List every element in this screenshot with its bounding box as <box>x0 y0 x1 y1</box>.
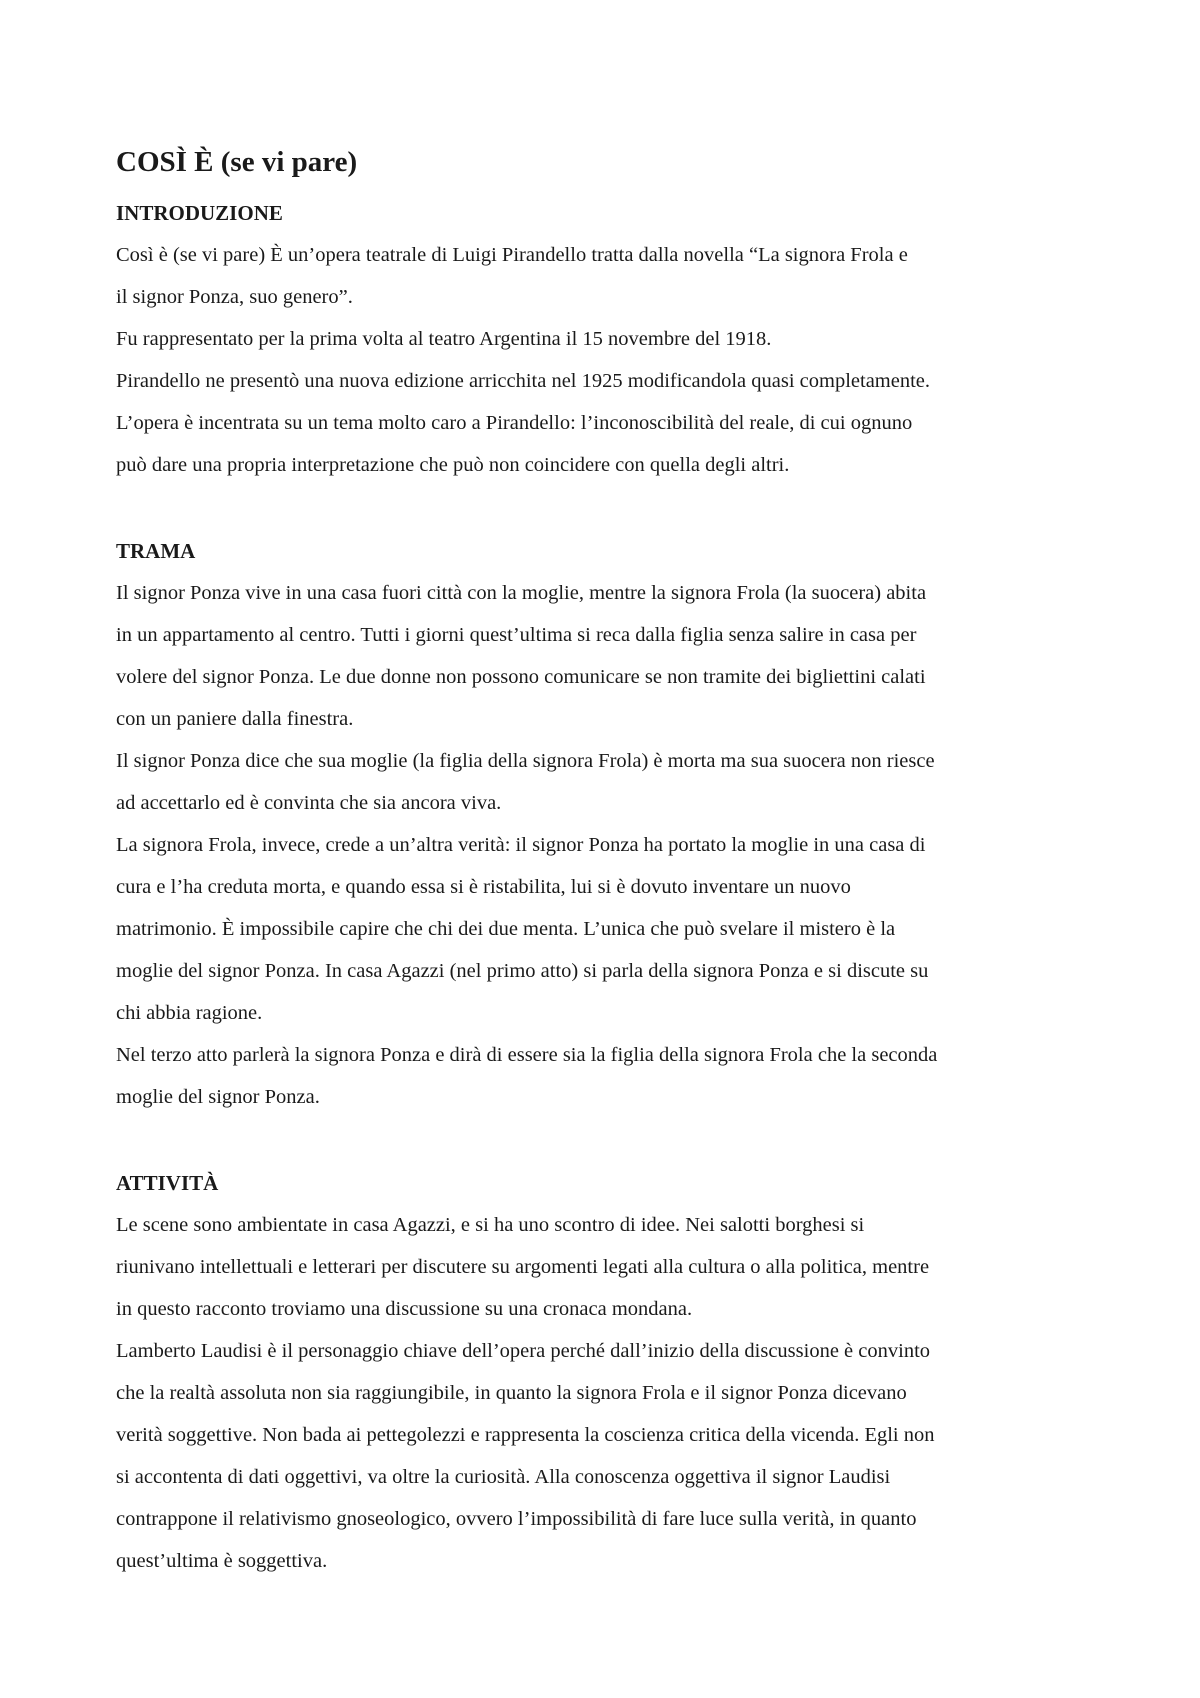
section-heading-trama: TRAMA <box>116 539 196 563</box>
paragraph <box>116 360 1096 402</box>
text-line: cura e l’ha creduta morta, e quando essa si è ristabilita, lui si è dovuto inventare un nuovo <box>116 876 851 898</box>
text-line: può dare una propria interpretazione che può non coincidere con quella degli altri. <box>116 454 790 476</box>
text-line: La signora Frola, invece, crede a un’altra verità: il signor Ponza ha portato la moglie in una casa di <box>116 834 926 856</box>
paragraph <box>116 572 1096 740</box>
paragraph <box>116 1204 1096 1330</box>
paragraph <box>116 402 1096 486</box>
paragraph <box>116 824 1096 1034</box>
text-line: Così è (se vi pare) È un’opera teatrale di Luigi Pirandello tratta dalla novella “La signora Frola e <box>116 244 908 266</box>
text-line: Le scene sono ambientate in casa Agazzi, e si ha uno scontro di idee. Nei salotti borghesi si <box>116 1214 865 1236</box>
text-line: riunivano intellettuali e letterari per discutere su argomenti legati alla cultura o alla politica, mentre <box>116 1256 930 1278</box>
section-heading-introduzione: INTRODUZIONE <box>116 201 283 225</box>
paragraph <box>116 740 1096 824</box>
text-line: Pirandello ne presentò una nuova edizione arricchita nel 1925 modificandola quasi completamente. <box>116 370 931 392</box>
section-trama <box>116 530 1096 1118</box>
text-line: moglie del signor Ponza. <box>116 1086 320 1108</box>
text-line: volere del signor Ponza. Le due donne non possono comunicare se non tramite dei bigliettini calati <box>116 666 926 688</box>
text-line: il signor Ponza, suo genero”. <box>116 286 353 308</box>
text-line: Lamberto Laudisi è il personaggio chiave dell’opera perché dall’inizio della discussione è convinto <box>116 1340 931 1362</box>
text-line: che la realtà assoluta non sia raggiungibile, in quanto la signora Frola e il signor Ponza dicevano <box>116 1382 907 1404</box>
paragraph <box>116 1034 1096 1118</box>
text-line: in un appartamento al centro. Tutti i giorni quest’ultima si reca dalla figlia senza salire in casa per <box>116 624 917 646</box>
section-introduzione <box>116 192 1096 486</box>
paragraph <box>116 318 1096 360</box>
text-line: in questo racconto troviamo una discussione su una cronaca mondana. <box>116 1298 693 1320</box>
text-line: chi abbia ragione. <box>116 1002 263 1024</box>
text-line: L’opera è incentrata su un tema molto caro a Pirandello: l’inconoscibilità del reale, di cui ognuno <box>116 412 913 434</box>
text-line: Il signor Ponza vive in una casa fuori città con la moglie, mentre la signora Frola (la suocera) abita <box>116 582 927 604</box>
text-line: Il signor Ponza dice che sua moglie (la figlia della signora Frola) è morta ma sua suocera non riesce <box>116 750 935 772</box>
text-line: quest’ultima è soggettiva. <box>116 1550 328 1572</box>
text-line: ad accettarlo ed è convinta che sia ancora viva. <box>116 792 502 814</box>
section-heading-attivita: ATTIVITÀ <box>116 1171 219 1195</box>
section-attivita <box>116 1162 1096 1582</box>
text-line: moglie del signor Ponza. In casa Agazzi (nel primo atto) si parla della signora Ponza e si discute su <box>116 960 929 982</box>
text-line: si accontenta di dati oggettivi, va oltre la curiosità. Alla conoscenza oggettiva il signor Laudisi <box>116 1466 891 1488</box>
text-line: contrappone il relativismo gnoseologico, ovvero l’impossibilità di fare luce sulla verità, in quanto <box>116 1508 917 1530</box>
text-line: verità soggettive. Non bada ai pettegolezzi e rappresenta la coscienza critica della vicenda. Egli non <box>116 1424 935 1446</box>
text-line: matrimonio. È impossibile capire che chi dei due menta. L’unica che può svelare il mistero è la <box>116 918 896 940</box>
paragraph <box>116 234 1096 318</box>
document-title: COSÌ È (se vi pare) <box>116 146 358 178</box>
text-line: con un paniere dalla finestra. <box>116 708 354 730</box>
text-line: Fu rappresentato per la prima volta al teatro Argentina il 15 novembre del 1918. <box>116 328 772 350</box>
text-line: Nel terzo atto parlerà la signora Ponza e dirà di essere sia la figlia della signora Frola che la seconda <box>116 1044 938 1066</box>
paragraph <box>116 1330 1096 1582</box>
